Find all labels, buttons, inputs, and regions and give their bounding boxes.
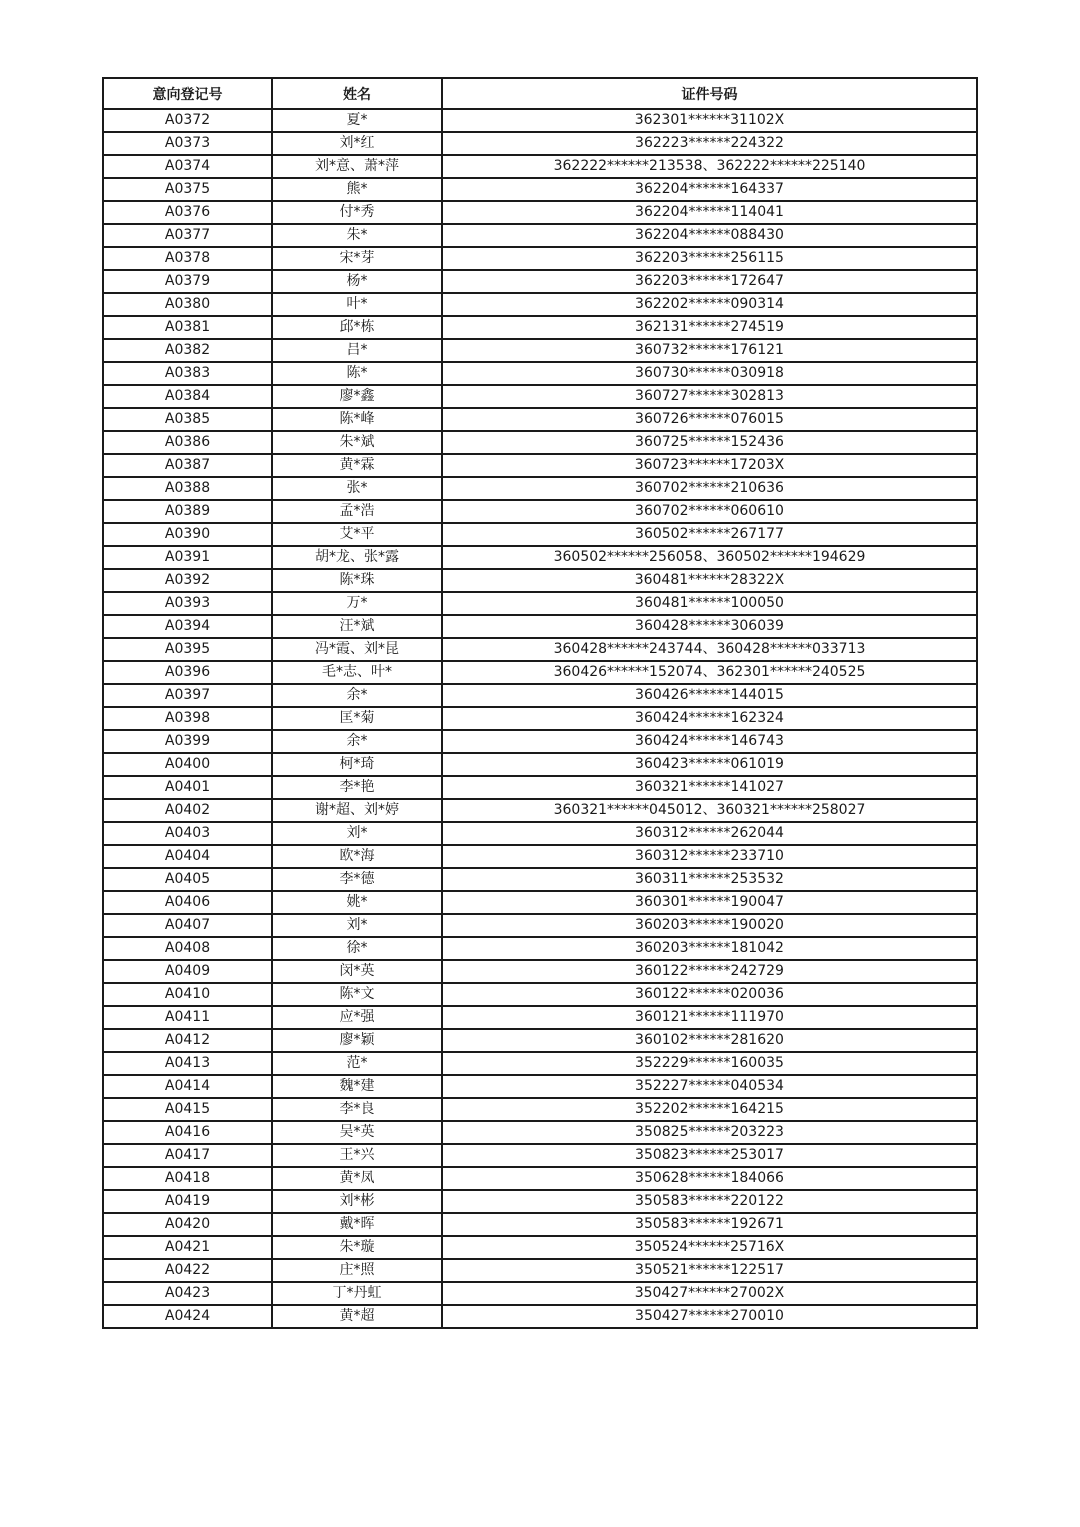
- cell-id-number: 360121******111970: [442, 1006, 977, 1029]
- table-row: [103, 960, 977, 983]
- cell-registration-number: A0398: [103, 707, 272, 730]
- table-row: [103, 914, 977, 937]
- cell-name: 庄*照: [272, 1259, 442, 1282]
- cell-name: 陈*峰: [272, 408, 442, 431]
- cell-id-number: 350628******184066: [442, 1167, 977, 1190]
- cell-name: 戴*晖: [272, 1213, 442, 1236]
- cell-name: 朱*璇: [272, 1236, 442, 1259]
- table-row: [103, 1029, 977, 1052]
- table-row: [103, 523, 977, 546]
- table-row: [103, 293, 977, 316]
- cell-name: 应*强: [272, 1006, 442, 1029]
- cell-registration-number: A0394: [103, 615, 272, 638]
- table-body: [103, 109, 977, 1328]
- cell-id-number: 360481******100050: [442, 592, 977, 615]
- cell-registration-number: A0374: [103, 155, 272, 178]
- cell-name: 刘*红: [272, 132, 442, 155]
- cell-registration-number: A0407: [103, 914, 272, 937]
- cell-id-number: 360321******045012、360321******258027: [442, 799, 977, 822]
- cell-id-number: 360424******146743: [442, 730, 977, 753]
- table-row: [103, 546, 977, 569]
- cell-registration-number: A0392: [103, 569, 272, 592]
- table-row: [103, 362, 977, 385]
- cell-registration-number: A0409: [103, 960, 272, 983]
- table-row: [103, 454, 977, 477]
- cell-name: 张*: [272, 477, 442, 500]
- cell-name: 朱*: [272, 224, 442, 247]
- table-row: [103, 1213, 977, 1236]
- cell-name: 匡*菊: [272, 707, 442, 730]
- table-row: [103, 1259, 977, 1282]
- cell-name: 熊*: [272, 178, 442, 201]
- header-name: 姓名: [272, 78, 442, 109]
- table-row: [103, 1144, 977, 1167]
- table-row: [103, 339, 977, 362]
- registration-table: [102, 77, 978, 1329]
- cell-id-number: 360312******262044: [442, 822, 977, 845]
- cell-name: 廖*颖: [272, 1029, 442, 1052]
- cell-name: 艾*平: [272, 523, 442, 546]
- table-row: [103, 799, 977, 822]
- cell-name: 范*: [272, 1052, 442, 1075]
- cell-name: 刘*意、萧*萍: [272, 155, 442, 178]
- cell-id-number: 360725******152436: [442, 431, 977, 454]
- cell-id-number: 360481******28322X: [442, 569, 977, 592]
- cell-id-number: 360102******281620: [442, 1029, 977, 1052]
- cell-name: 胡*龙、张*露: [272, 546, 442, 569]
- cell-name: 黄*超: [272, 1305, 442, 1328]
- table-row: [103, 592, 977, 615]
- table-row: [103, 477, 977, 500]
- cell-id-number: 350583******192671: [442, 1213, 977, 1236]
- cell-name: 黄*凤: [272, 1167, 442, 1190]
- cell-name: 吕*: [272, 339, 442, 362]
- cell-name: 徐*: [272, 937, 442, 960]
- table-row: [103, 1098, 977, 1121]
- cell-name: 谢*超、刘*婷: [272, 799, 442, 822]
- cell-name: 吴*英: [272, 1121, 442, 1144]
- cell-registration-number: A0375: [103, 178, 272, 201]
- cell-id-number: 360203******181042: [442, 937, 977, 960]
- cell-id-number: 360428******306039: [442, 615, 977, 638]
- cell-name: 柯*琦: [272, 753, 442, 776]
- cell-id-number: 360730******030918: [442, 362, 977, 385]
- cell-name: 李*艳: [272, 776, 442, 799]
- cell-registration-number: A0382: [103, 339, 272, 362]
- cell-name: 毛*志、叶*: [272, 661, 442, 684]
- cell-name: 冯*霞、刘*昆: [272, 638, 442, 661]
- table-row: [103, 1052, 977, 1075]
- table-row: [103, 1305, 977, 1328]
- cell-name: 黄*霖: [272, 454, 442, 477]
- cell-name: 廖*鑫: [272, 385, 442, 408]
- cell-registration-number: A0380: [103, 293, 272, 316]
- table-row: [103, 638, 977, 661]
- table-row: [103, 937, 977, 960]
- table-row: [103, 1075, 977, 1098]
- cell-registration-number: A0376: [103, 201, 272, 224]
- cell-name: 付*秀: [272, 201, 442, 224]
- table-row: [103, 845, 977, 868]
- table-row: [103, 431, 977, 454]
- cell-registration-number: A0381: [103, 316, 272, 339]
- cell-id-number: 350823******253017: [442, 1144, 977, 1167]
- cell-name: 余*: [272, 684, 442, 707]
- cell-name: 朱*斌: [272, 431, 442, 454]
- cell-registration-number: A0399: [103, 730, 272, 753]
- table-row: [103, 224, 977, 247]
- table-row: [103, 569, 977, 592]
- table-row: [103, 1236, 977, 1259]
- table-row: [103, 109, 977, 132]
- cell-id-number: 362204******114041: [442, 201, 977, 224]
- cell-registration-number: A0386: [103, 431, 272, 454]
- cell-id-number: 362204******164337: [442, 178, 977, 201]
- cell-registration-number: A0404: [103, 845, 272, 868]
- cell-id-number: 362204******088430: [442, 224, 977, 247]
- cell-registration-number: A0396: [103, 661, 272, 684]
- table-row: [103, 707, 977, 730]
- cell-id-number: 360321******141027: [442, 776, 977, 799]
- cell-name: 汪*斌: [272, 615, 442, 638]
- cell-id-number: 360732******176121: [442, 339, 977, 362]
- cell-id-number: 350521******122517: [442, 1259, 977, 1282]
- cell-registration-number: A0420: [103, 1213, 272, 1236]
- cell-id-number: 350427******270010: [442, 1305, 977, 1328]
- cell-registration-number: A0378: [103, 247, 272, 270]
- cell-id-number: 360723******17203X: [442, 454, 977, 477]
- table-row: [103, 155, 977, 178]
- cell-name: 李*德: [272, 868, 442, 891]
- cell-name: 姚*: [272, 891, 442, 914]
- cell-name: 万*: [272, 592, 442, 615]
- cell-name: 陈*: [272, 362, 442, 385]
- cell-registration-number: A0390: [103, 523, 272, 546]
- cell-id-number: 360502******267177: [442, 523, 977, 546]
- cell-name: 刘*彬: [272, 1190, 442, 1213]
- cell-registration-number: A0419: [103, 1190, 272, 1213]
- table-row: [103, 1167, 977, 1190]
- cell-registration-number: A0403: [103, 822, 272, 845]
- table-row: [103, 868, 977, 891]
- cell-registration-number: A0401: [103, 776, 272, 799]
- cell-registration-number: A0412: [103, 1029, 272, 1052]
- cell-name: 孟*浩: [272, 500, 442, 523]
- header-registration-number: 意向登记号: [103, 78, 272, 109]
- cell-registration-number: A0424: [103, 1305, 272, 1328]
- table-row: [103, 776, 977, 799]
- cell-name: 夏*: [272, 109, 442, 132]
- cell-name: 杨*: [272, 270, 442, 293]
- table-row: [103, 201, 977, 224]
- cell-registration-number: A0395: [103, 638, 272, 661]
- cell-id-number: 360702******210636: [442, 477, 977, 500]
- cell-name: 余*: [272, 730, 442, 753]
- cell-name: 魏*建: [272, 1075, 442, 1098]
- table-row: [103, 1190, 977, 1213]
- cell-registration-number: A0387: [103, 454, 272, 477]
- cell-name: 闵*英: [272, 960, 442, 983]
- table-row: [103, 316, 977, 339]
- cell-registration-number: A0406: [103, 891, 272, 914]
- cell-registration-number: A0385: [103, 408, 272, 431]
- cell-id-number: 360428******243744、360428******033713: [442, 638, 977, 661]
- cell-id-number: 350427******27002X: [442, 1282, 977, 1305]
- cell-id-number: 362222******213538、362222******225140: [442, 155, 977, 178]
- cell-registration-number: A0410: [103, 983, 272, 1006]
- cell-id-number: 362203******256115: [442, 247, 977, 270]
- cell-name: 叶*: [272, 293, 442, 316]
- cell-registration-number: A0388: [103, 477, 272, 500]
- cell-id-number: 352229******160035: [442, 1052, 977, 1075]
- table-row: [103, 684, 977, 707]
- table-row: [103, 822, 977, 845]
- cell-id-number: 360423******061019: [442, 753, 977, 776]
- cell-registration-number: A0415: [103, 1098, 272, 1121]
- cell-id-number: 360301******190047: [442, 891, 977, 914]
- cell-name: 欧*海: [272, 845, 442, 868]
- table-row: [103, 132, 977, 155]
- cell-registration-number: A0418: [103, 1167, 272, 1190]
- cell-id-number: 360426******152074、362301******240525: [442, 661, 977, 684]
- cell-id-number: 350825******203223: [442, 1121, 977, 1144]
- cell-id-number: 360203******190020: [442, 914, 977, 937]
- cell-id-number: 350524******25716X: [442, 1236, 977, 1259]
- table-row: [103, 753, 977, 776]
- table-row: [103, 661, 977, 684]
- cell-name: 陈*文: [272, 983, 442, 1006]
- cell-registration-number: A0421: [103, 1236, 272, 1259]
- cell-id-number: 360311******253532: [442, 868, 977, 891]
- table-row: [103, 1006, 977, 1029]
- cell-registration-number: A0402: [103, 799, 272, 822]
- table-row: [103, 1121, 977, 1144]
- cell-id-number: 360424******162324: [442, 707, 977, 730]
- table-row: [103, 270, 977, 293]
- table-row: [103, 385, 977, 408]
- cell-registration-number: A0413: [103, 1052, 272, 1075]
- cell-name: 陈*珠: [272, 569, 442, 592]
- cell-registration-number: A0414: [103, 1075, 272, 1098]
- table-row: [103, 730, 977, 753]
- cell-name: 邱*栋: [272, 316, 442, 339]
- cell-id-number: 360727******302813: [442, 385, 977, 408]
- cell-registration-number: A0400: [103, 753, 272, 776]
- table-row: [103, 408, 977, 431]
- table-row: [103, 178, 977, 201]
- table-header-row: [103, 78, 977, 109]
- cell-name: 刘*: [272, 822, 442, 845]
- cell-name: 丁*丹虹: [272, 1282, 442, 1305]
- table-row: [103, 500, 977, 523]
- cell-name: 宋*芽: [272, 247, 442, 270]
- cell-registration-number: A0397: [103, 684, 272, 707]
- cell-id-number: 360312******233710: [442, 845, 977, 868]
- cell-name: 刘*: [272, 914, 442, 937]
- cell-registration-number: A0423: [103, 1282, 272, 1305]
- cell-name: 李*良: [272, 1098, 442, 1121]
- cell-id-number: 360122******020036: [442, 983, 977, 1006]
- cell-registration-number: A0389: [103, 500, 272, 523]
- cell-registration-number: A0417: [103, 1144, 272, 1167]
- cell-registration-number: A0416: [103, 1121, 272, 1144]
- cell-registration-number: A0393: [103, 592, 272, 615]
- cell-registration-number: A0379: [103, 270, 272, 293]
- table-row: [103, 891, 977, 914]
- table-row: [103, 247, 977, 270]
- cell-id-number: 360122******242729: [442, 960, 977, 983]
- cell-id-number: 362203******172647: [442, 270, 977, 293]
- cell-id-number: 360502******256058、360502******194629: [442, 546, 977, 569]
- cell-id-number: 362202******090314: [442, 293, 977, 316]
- table-row: [103, 983, 977, 1006]
- cell-registration-number: A0405: [103, 868, 272, 891]
- cell-id-number: 352227******040534: [442, 1075, 977, 1098]
- cell-registration-number: A0391: [103, 546, 272, 569]
- cell-id-number: 352202******164215: [442, 1098, 977, 1121]
- table-row: [103, 615, 977, 638]
- cell-registration-number: A0372: [103, 109, 272, 132]
- cell-name: 王*兴: [272, 1144, 442, 1167]
- cell-registration-number: A0408: [103, 937, 272, 960]
- cell-id-number: 360702******060610: [442, 500, 977, 523]
- header-id-number: 证件号码: [442, 78, 977, 109]
- table-row: [103, 1282, 977, 1305]
- cell-id-number: 362301******31102X: [442, 109, 977, 132]
- cell-id-number: 360426******144015: [442, 684, 977, 707]
- cell-id-number: 362131******274519: [442, 316, 977, 339]
- cell-registration-number: A0384: [103, 385, 272, 408]
- cell-registration-number: A0422: [103, 1259, 272, 1282]
- cell-id-number: 350583******220122: [442, 1190, 977, 1213]
- cell-registration-number: A0411: [103, 1006, 272, 1029]
- cell-registration-number: A0377: [103, 224, 272, 247]
- cell-id-number: 362223******224322: [442, 132, 977, 155]
- cell-id-number: 360726******076015: [442, 408, 977, 431]
- cell-registration-number: A0373: [103, 132, 272, 155]
- cell-registration-number: A0383: [103, 362, 272, 385]
